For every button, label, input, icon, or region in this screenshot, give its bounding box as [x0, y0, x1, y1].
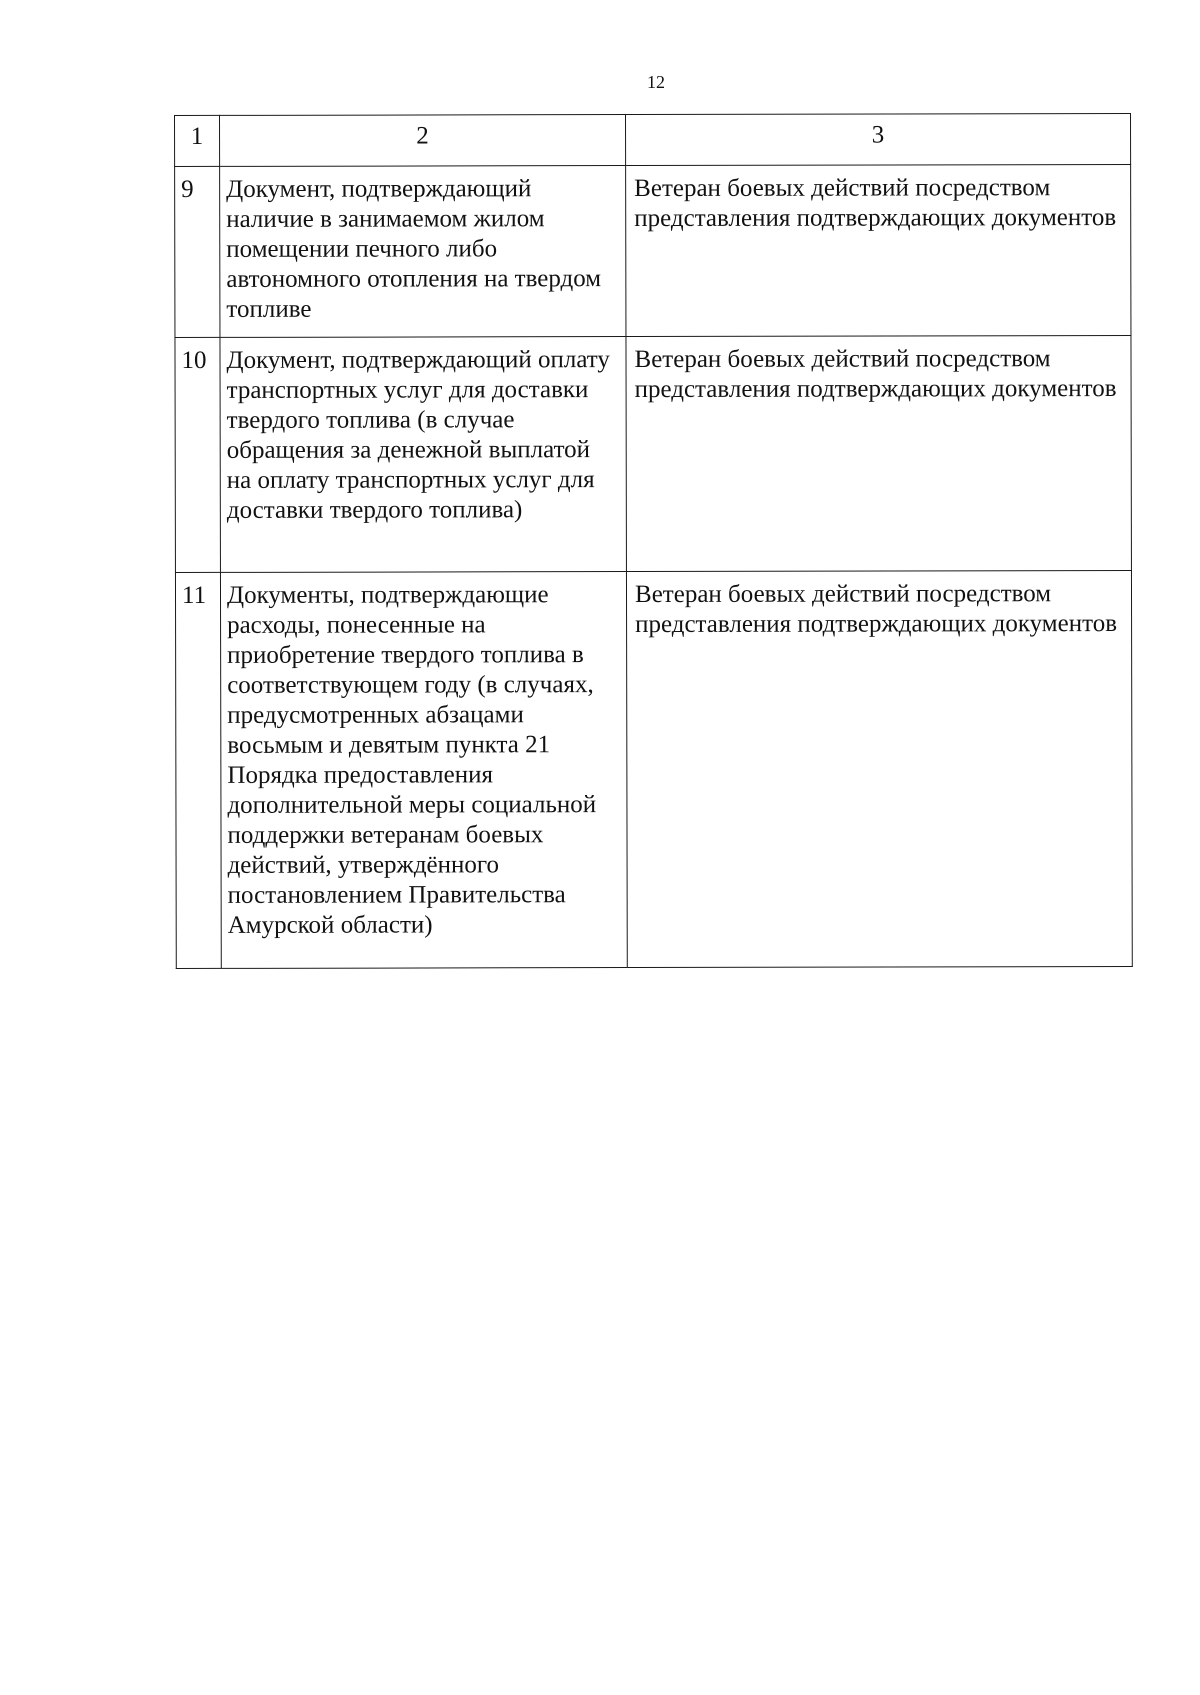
- row-number: 11: [175, 572, 221, 968]
- applicant-description: Ветеран боевых действий посредством представления подтверждающих документов: [626, 570, 1132, 967]
- document-description: Документы, подтверждающие расходы, понесенные на приобретение твердого топлива в соответствующем году (в случаях, предусмотренных абзацами восьмым и девятым пункта 21 Порядка предоставления дополнительной меры социальной поддержки ветеранам боевых действий, утверждённого постановлением Правительства Амурской области): [220, 572, 627, 969]
- document-description: Документ, подтверждающий наличие в занимаемом жилом помещении печного либо автономного отопления на твердом топливе: [220, 166, 626, 338]
- column-number-3: 3: [626, 113, 1131, 165]
- table-header-row: [175, 113, 1131, 166]
- column-number-2: 2: [220, 115, 626, 167]
- applicant-description: Ветеран боевых действий посредством представления подтверждающих документов: [626, 335, 1131, 571]
- column-number-1: 1: [175, 115, 220, 166]
- documents-table: [174, 113, 1133, 969]
- document-description: Документ, подтверждающий оплату транспортных услуг для доставки твердого топлива (в случае обращения за денежной выплатой на оплату транспортных услуг для доставки твердого топлива): [220, 337, 626, 573]
- table-row: [175, 335, 1131, 572]
- row-number: 10: [175, 337, 220, 572]
- row-number: 9: [175, 166, 220, 337]
- applicant-description: Ветеран боевых действий посредством представления подтверждающих документов: [626, 164, 1131, 336]
- page-number: 12: [647, 72, 665, 92]
- table-row: [175, 164, 1131, 337]
- table-row: [175, 570, 1132, 968]
